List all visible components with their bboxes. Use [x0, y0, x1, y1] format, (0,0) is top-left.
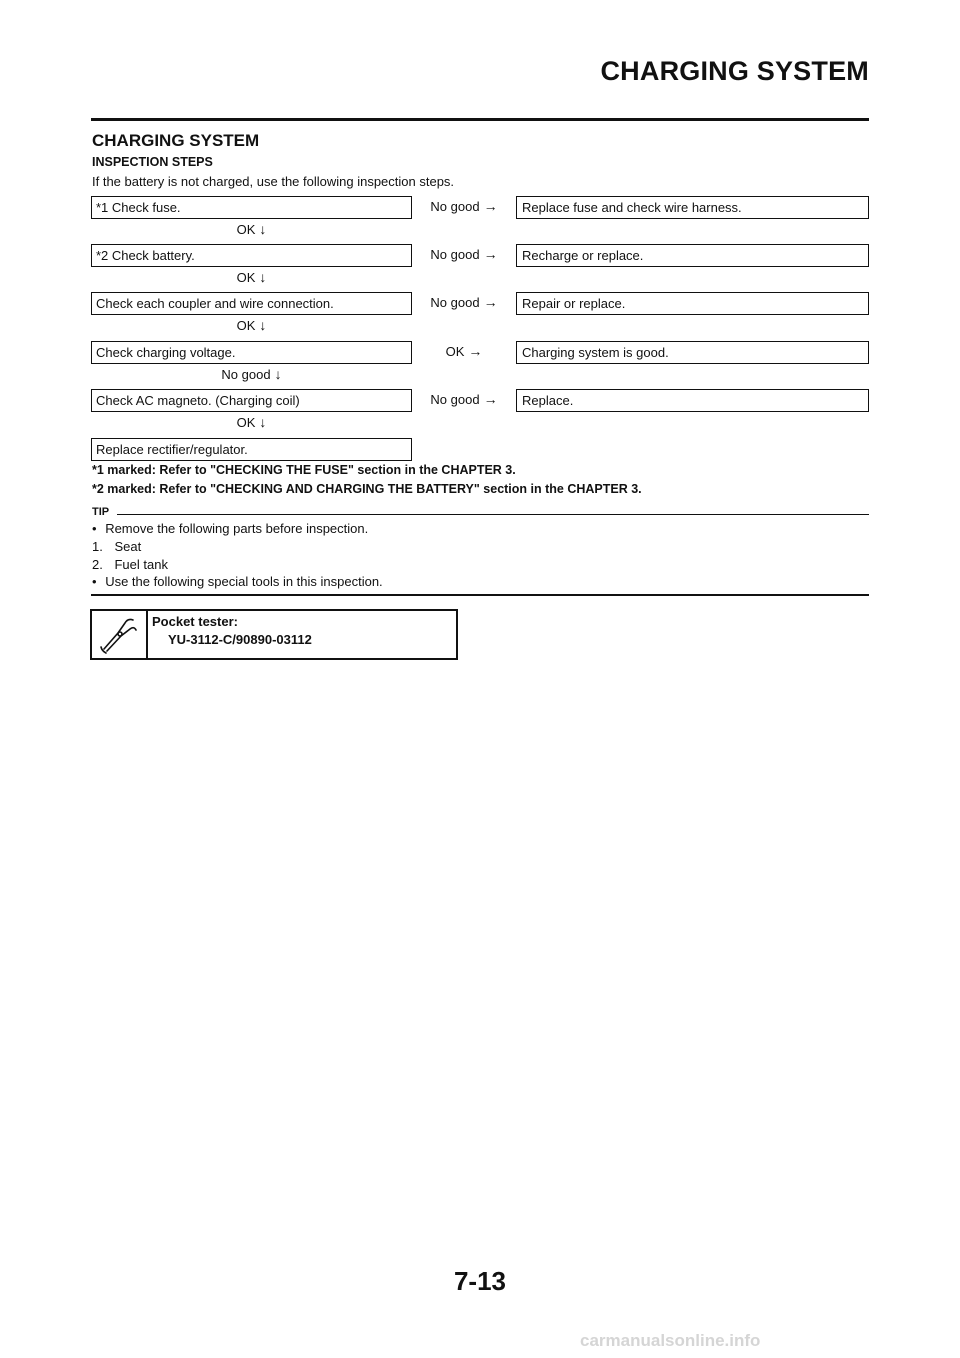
flow-branch	[412, 343, 516, 360]
down-label: OK	[236, 415, 256, 430]
list-number: 2.	[92, 557, 103, 572]
branch-label: No good	[430, 392, 480, 407]
watermark: carmanualsonline.info	[580, 1331, 761, 1350]
flow-branch	[412, 391, 516, 408]
tool-name: Pocket tester:	[152, 614, 238, 629]
tip-list-item	[92, 538, 141, 555]
down-arrow-icon: ↓	[259, 269, 267, 285]
flow-step: Replace rectifier/regulator.	[91, 438, 412, 461]
tip-bullet	[92, 520, 368, 537]
section-title: CHARGING SYSTEM	[92, 131, 260, 150]
list-item-text: Seat	[114, 539, 142, 554]
down-label: OK	[236, 270, 256, 285]
flow-down	[91, 366, 412, 383]
branch-label: No good	[430, 295, 480, 310]
flow-result: Replace fuse and check wire harness.	[516, 196, 869, 219]
intro-text: If the battery is not charged, use the following inspection steps.	[92, 174, 455, 189]
flow-branch	[412, 246, 516, 263]
down-arrow-icon: ↓	[259, 221, 267, 237]
header-rule	[91, 118, 869, 121]
branch-label: No good	[430, 199, 480, 214]
flow-step: *1 Check fuse.	[91, 196, 412, 219]
flow-down	[91, 414, 412, 431]
tip-bullet-text: Use the following special tools in this inspection.	[105, 574, 383, 589]
flow-step: Check each coupler and wire connection.	[91, 292, 412, 315]
page-number: 7-13	[453, 1266, 507, 1296]
bullet-icon: •	[92, 521, 97, 536]
flow-step: Check AC magneto. (Charging coil)	[91, 389, 412, 412]
tip-bullet-text: Remove the following parts before inspection.	[105, 521, 369, 536]
flow-branch	[412, 294, 516, 311]
right-arrow-icon: →	[483, 294, 498, 310]
flow-result: Charging system is good.	[516, 341, 869, 364]
special-tool-box	[90, 609, 458, 660]
tool-part-number: YU-3112-C/90890-03112	[168, 632, 312, 647]
pliers-tool-icon	[92, 611, 148, 658]
list-number: 1.	[92, 539, 103, 554]
flow-down	[91, 221, 412, 238]
inspection-steps-heading: INSPECTION STEPS	[92, 155, 213, 169]
list-item-text: Fuel tank	[114, 557, 168, 572]
branch-label: No good	[430, 247, 480, 262]
flow-branch	[412, 198, 516, 215]
down-label: OK	[236, 318, 256, 333]
flow-step: *2 Check battery.	[91, 244, 412, 267]
flow-result: Replace.	[516, 389, 869, 412]
tip-rule-bottom	[91, 594, 869, 596]
down-label: OK	[236, 222, 256, 237]
battery-reference-note: *2 marked: Refer to "CHECKING AND CHARGING THE BATTERY" section in the CHAPTER 3.	[92, 482, 642, 496]
down-arrow-icon: ↓	[259, 317, 267, 333]
right-arrow-icon: →	[483, 246, 498, 262]
flow-result: Repair or replace.	[516, 292, 869, 315]
flow-down	[91, 317, 412, 334]
flow-down	[91, 269, 412, 286]
right-arrow-icon: →	[483, 391, 498, 407]
down-label: No good	[221, 367, 271, 382]
tip-bullet	[92, 573, 383, 590]
tip-rule	[117, 514, 869, 515]
bullet-icon: •	[92, 574, 97, 589]
flow-step: Check charging voltage.	[91, 341, 412, 364]
fuse-reference-note: *1 marked: Refer to "CHECKING THE FUSE" section in the CHAPTER 3.	[92, 463, 516, 477]
branch-label: OK	[445, 344, 465, 359]
tip-list-item	[92, 556, 168, 573]
right-arrow-icon: →	[483, 198, 498, 214]
down-arrow-icon: ↓	[274, 366, 282, 382]
right-arrow-icon: →	[468, 343, 483, 359]
down-arrow-icon: ↓	[259, 414, 267, 430]
flow-result: Recharge or replace.	[516, 244, 869, 267]
tip-label: TIP	[92, 506, 110, 518]
page-header-title: CHARGING SYSTEM	[600, 56, 869, 86]
